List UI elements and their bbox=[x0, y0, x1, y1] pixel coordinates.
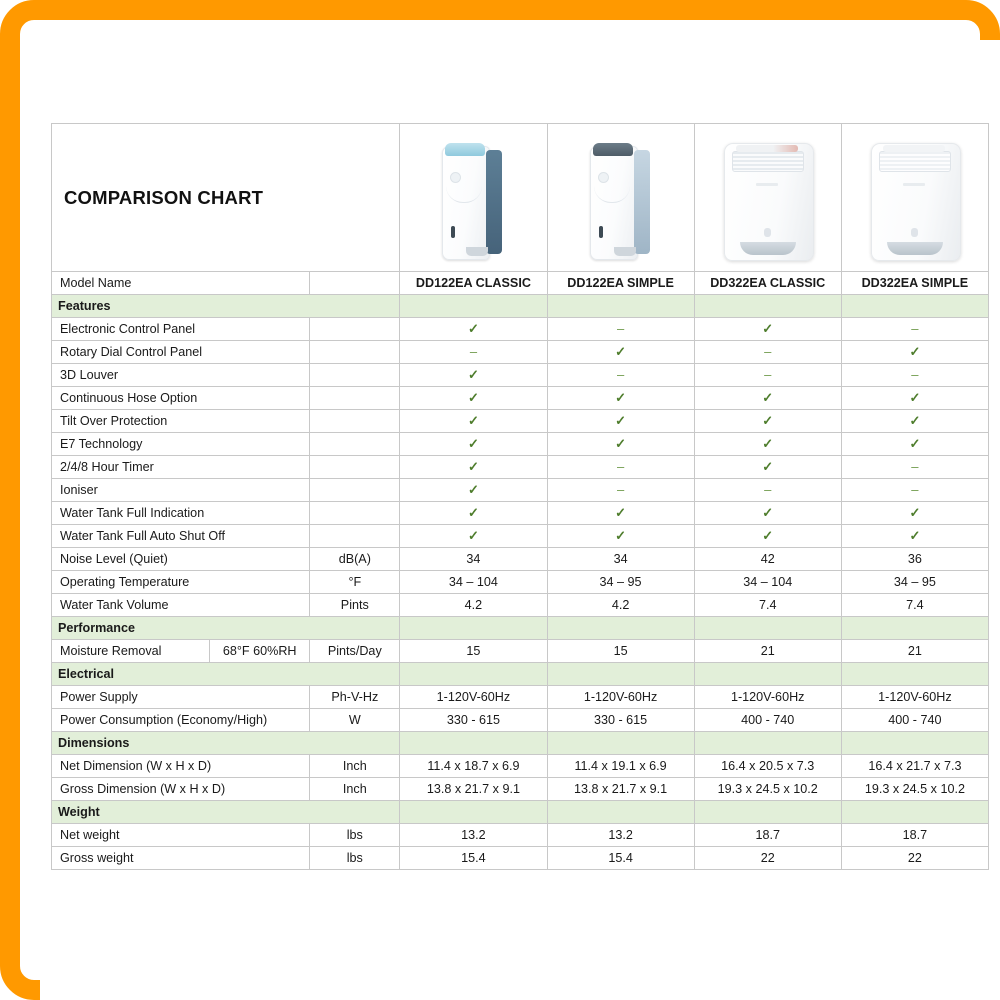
row-value-3: 400 - 740 bbox=[841, 709, 988, 732]
device-part-grille bbox=[732, 151, 804, 172]
row-unit bbox=[310, 364, 400, 387]
check-icon: ✓ bbox=[909, 528, 921, 543]
row-label: Power Supply bbox=[52, 686, 310, 709]
row-value-0 bbox=[400, 410, 547, 433]
section-title: Weight bbox=[52, 801, 400, 824]
check-icon: ✓ bbox=[467, 436, 479, 451]
section-band-filler bbox=[400, 801, 547, 824]
row-value-3: 16.4 x 21.7 x 7.3 bbox=[841, 755, 988, 778]
check-icon: ✓ bbox=[762, 528, 774, 543]
table-row bbox=[52, 502, 989, 525]
row-value-2 bbox=[694, 364, 841, 387]
page-canvas bbox=[40, 40, 1000, 1000]
device-part-side bbox=[634, 150, 650, 254]
row-label: Water Tank Full Auto Shut Off bbox=[52, 525, 310, 548]
dash-icon: – bbox=[911, 367, 919, 382]
row-label: Gross Dimension (W x H x D) bbox=[52, 778, 310, 801]
chart-header-row bbox=[52, 124, 989, 272]
dash-icon: – bbox=[616, 459, 625, 474]
device-part-side bbox=[486, 150, 502, 254]
device-part-dial bbox=[450, 172, 461, 183]
section-header-row bbox=[52, 801, 989, 824]
row-value-2 bbox=[694, 410, 841, 433]
model-name-value-2: DD322EA CLASSIC bbox=[694, 272, 841, 295]
check-icon: ✓ bbox=[467, 367, 479, 382]
row-sub-condition: 68°F 60%RH bbox=[210, 640, 310, 663]
row-value-0 bbox=[400, 479, 547, 502]
section-band-filler bbox=[841, 295, 988, 318]
dash-icon: – bbox=[764, 344, 772, 359]
row-label: Net weight bbox=[52, 824, 310, 847]
row-label: Noise Level (Quiet) bbox=[52, 548, 310, 571]
row-value-3 bbox=[841, 525, 988, 548]
table-row bbox=[52, 778, 989, 801]
section-header-row bbox=[52, 617, 989, 640]
dash-icon: – bbox=[764, 482, 772, 497]
dash-icon: – bbox=[469, 344, 478, 359]
row-value-0: 15.4 bbox=[400, 847, 547, 870]
check-icon: ✓ bbox=[762, 390, 774, 405]
row-value-3: 34 – 95 bbox=[841, 571, 988, 594]
row-label: Electronic Control Panel bbox=[52, 318, 310, 341]
row-value-0: 15 bbox=[400, 640, 547, 663]
dash-icon: – bbox=[616, 482, 625, 497]
section-band-filler bbox=[694, 663, 841, 686]
table-row bbox=[52, 709, 989, 732]
row-value-1: 4.2 bbox=[547, 594, 694, 617]
table-row bbox=[52, 755, 989, 778]
row-value-1: 13.8 x 21.7 x 9.1 bbox=[547, 778, 694, 801]
row-value-1: 11.4 x 19.1 x 6.9 bbox=[547, 755, 694, 778]
device-part-body bbox=[590, 146, 638, 260]
section-band-filler bbox=[547, 801, 694, 824]
section-header-row bbox=[52, 732, 989, 755]
row-unit bbox=[310, 433, 400, 456]
table-row bbox=[52, 318, 989, 341]
device-part-tray bbox=[740, 242, 796, 255]
section-title: Electrical bbox=[52, 663, 400, 686]
row-unit bbox=[310, 318, 400, 341]
table-row bbox=[52, 571, 989, 594]
table-row bbox=[52, 525, 989, 548]
model-name-label: Model Name bbox=[52, 272, 310, 295]
model-name-value-0: DD122EA CLASSIC bbox=[400, 272, 547, 295]
row-value-0 bbox=[400, 364, 547, 387]
table-row bbox=[52, 640, 989, 663]
check-icon: ✓ bbox=[909, 390, 921, 405]
section-band-filler bbox=[841, 663, 988, 686]
check-icon: ✓ bbox=[467, 505, 479, 520]
row-value-1: 1-120V-60Hz bbox=[547, 686, 694, 709]
model-name-value-1: DD122EA SIMPLE bbox=[547, 272, 694, 295]
check-icon: ✓ bbox=[615, 390, 627, 405]
row-value-3: 21 bbox=[841, 640, 988, 663]
check-icon: ✓ bbox=[467, 413, 479, 428]
section-band-filler bbox=[694, 617, 841, 640]
dash-icon: – bbox=[616, 367, 625, 382]
section-header-row bbox=[52, 295, 989, 318]
table-row bbox=[52, 341, 989, 364]
dash-icon: – bbox=[616, 321, 625, 336]
product-photo-box-a bbox=[716, 135, 820, 261]
section-title: Performance bbox=[52, 617, 400, 640]
check-icon: ✓ bbox=[762, 459, 774, 474]
row-value-0: 4.2 bbox=[400, 594, 547, 617]
row-value-2 bbox=[694, 456, 841, 479]
dash-icon: – bbox=[911, 459, 919, 474]
table-row bbox=[52, 433, 989, 456]
row-value-1 bbox=[547, 387, 694, 410]
device-part-tray bbox=[887, 242, 943, 255]
device-part-grille bbox=[879, 151, 951, 172]
row-value-0 bbox=[400, 387, 547, 410]
chart-title-cell bbox=[52, 124, 400, 272]
row-value-3 bbox=[841, 456, 988, 479]
row-value-1 bbox=[547, 525, 694, 548]
row-value-3 bbox=[841, 387, 988, 410]
row-value-1: 34 – 95 bbox=[547, 571, 694, 594]
product-photo-slim-b bbox=[584, 136, 658, 260]
row-value-0 bbox=[400, 525, 547, 548]
row-value-3: 22 bbox=[841, 847, 988, 870]
table-row bbox=[52, 364, 989, 387]
row-label: Tilt Over Protection bbox=[52, 410, 310, 433]
row-value-1: 34 bbox=[547, 548, 694, 571]
model-name-value-3: DD322EA SIMPLE bbox=[841, 272, 988, 295]
row-value-1 bbox=[547, 433, 694, 456]
device-part-vent bbox=[451, 226, 455, 238]
table-row bbox=[52, 594, 989, 617]
row-value-1: 15 bbox=[547, 640, 694, 663]
row-label: Ioniser bbox=[52, 479, 310, 502]
row-unit: Ph-V-Hz bbox=[310, 686, 400, 709]
row-label: Net Dimension (W x H x D) bbox=[52, 755, 310, 778]
row-value-0 bbox=[400, 318, 547, 341]
dash-icon: – bbox=[764, 367, 772, 382]
photo-wrap bbox=[548, 124, 694, 271]
row-value-2: 34 – 104 bbox=[694, 571, 841, 594]
check-icon: ✓ bbox=[467, 482, 479, 497]
row-unit: Inch bbox=[310, 755, 400, 778]
row-label: 3D Louver bbox=[52, 364, 310, 387]
device-part-top bbox=[445, 143, 485, 156]
check-icon: ✓ bbox=[615, 505, 627, 520]
row-label: Water Tank Volume bbox=[52, 594, 310, 617]
check-icon: ✓ bbox=[909, 436, 921, 451]
section-band-filler bbox=[400, 295, 547, 318]
photo-wrap bbox=[842, 124, 988, 271]
page-title: COMPARISON CHART bbox=[64, 186, 264, 208]
row-value-0 bbox=[400, 433, 547, 456]
check-icon: ✓ bbox=[615, 413, 627, 428]
row-value-1 bbox=[547, 364, 694, 387]
row-value-1: 330 - 615 bbox=[547, 709, 694, 732]
check-icon: ✓ bbox=[909, 413, 921, 428]
row-value-2: 21 bbox=[694, 640, 841, 663]
row-value-0: 34 bbox=[400, 548, 547, 571]
section-band-filler bbox=[694, 801, 841, 824]
check-icon: ✓ bbox=[762, 436, 774, 451]
product-photo-box-b bbox=[863, 135, 967, 261]
row-value-2 bbox=[694, 433, 841, 456]
row-value-3 bbox=[841, 502, 988, 525]
row-value-2: 42 bbox=[694, 548, 841, 571]
check-icon: ✓ bbox=[467, 459, 479, 474]
row-value-2 bbox=[694, 502, 841, 525]
row-value-1 bbox=[547, 479, 694, 502]
dash-icon: – bbox=[911, 482, 919, 497]
row-value-1 bbox=[547, 502, 694, 525]
section-title: Features bbox=[52, 295, 400, 318]
table-row bbox=[52, 686, 989, 709]
row-unit: lbs bbox=[310, 824, 400, 847]
row-value-0: 13.8 x 21.7 x 9.1 bbox=[400, 778, 547, 801]
row-unit: Pints bbox=[310, 594, 400, 617]
row-value-3 bbox=[841, 318, 988, 341]
device-part-top bbox=[593, 143, 633, 156]
row-unit: lbs bbox=[310, 847, 400, 870]
photo-wrap bbox=[400, 124, 546, 271]
row-value-1 bbox=[547, 341, 694, 364]
section-band-filler bbox=[400, 617, 547, 640]
row-value-0: 34 – 104 bbox=[400, 571, 547, 594]
table-row bbox=[52, 479, 989, 502]
row-label: Gross weight bbox=[52, 847, 310, 870]
check-icon: ✓ bbox=[615, 528, 627, 543]
row-value-2: 22 bbox=[694, 847, 841, 870]
row-unit bbox=[310, 410, 400, 433]
row-value-0: 1-120V-60Hz bbox=[400, 686, 547, 709]
row-value-0 bbox=[400, 341, 547, 364]
row-value-1: 13.2 bbox=[547, 824, 694, 847]
check-icon: ✓ bbox=[909, 344, 921, 359]
check-icon: ✓ bbox=[467, 390, 479, 405]
row-value-2 bbox=[694, 525, 841, 548]
section-header-row bbox=[52, 663, 989, 686]
table-row bbox=[52, 548, 989, 571]
device-part-foot bbox=[466, 247, 488, 256]
table-row bbox=[52, 824, 989, 847]
product-photo-cell-2 bbox=[694, 124, 841, 272]
row-unit bbox=[310, 502, 400, 525]
comparison-chart-table bbox=[51, 123, 989, 870]
device-part-foot bbox=[614, 247, 636, 256]
check-icon: ✓ bbox=[909, 505, 921, 520]
row-value-3: 18.7 bbox=[841, 824, 988, 847]
check-icon: ✓ bbox=[467, 321, 479, 336]
row-label: Water Tank Full Indication bbox=[52, 502, 310, 525]
row-value-2 bbox=[694, 318, 841, 341]
check-icon: ✓ bbox=[615, 344, 627, 359]
row-value-2: 400 - 740 bbox=[694, 709, 841, 732]
product-photo-slim-a bbox=[436, 136, 510, 260]
row-label: Moisture Removal bbox=[52, 640, 210, 663]
check-icon: ✓ bbox=[762, 505, 774, 520]
row-value-0: 330 - 615 bbox=[400, 709, 547, 732]
row-value-3 bbox=[841, 341, 988, 364]
section-band-filler bbox=[841, 617, 988, 640]
device-part-body bbox=[442, 146, 490, 260]
device-part-brand bbox=[903, 183, 925, 186]
row-value-2: 18.7 bbox=[694, 824, 841, 847]
section-title: Dimensions bbox=[52, 732, 400, 755]
row-unit: Inch bbox=[310, 778, 400, 801]
section-band-filler bbox=[547, 295, 694, 318]
product-photo-cell-0 bbox=[400, 124, 547, 272]
row-value-3 bbox=[841, 433, 988, 456]
row-unit: Pints/Day bbox=[310, 640, 400, 663]
device-part-dial bbox=[598, 172, 609, 183]
section-band-filler bbox=[400, 663, 547, 686]
row-value-0: 11.4 x 18.7 x 6.9 bbox=[400, 755, 547, 778]
photo-wrap bbox=[695, 124, 841, 271]
row-value-3: 1-120V-60Hz bbox=[841, 686, 988, 709]
row-label: 2/4/8 Hour Timer bbox=[52, 456, 310, 479]
row-value-1 bbox=[547, 456, 694, 479]
row-label: Rotary Dial Control Panel bbox=[52, 341, 310, 364]
device-part-knob bbox=[911, 228, 918, 237]
row-value-2: 7.4 bbox=[694, 594, 841, 617]
row-unit bbox=[310, 525, 400, 548]
device-part-brand bbox=[756, 183, 778, 186]
dash-icon: – bbox=[911, 321, 919, 336]
model-name-row bbox=[52, 272, 989, 295]
row-value-1 bbox=[547, 410, 694, 433]
row-value-3: 7.4 bbox=[841, 594, 988, 617]
table-row bbox=[52, 847, 989, 870]
row-value-3 bbox=[841, 479, 988, 502]
section-band-filler bbox=[400, 732, 547, 755]
row-value-1 bbox=[547, 318, 694, 341]
row-label: Operating Temperature bbox=[52, 571, 310, 594]
row-unit bbox=[310, 479, 400, 502]
device-part-panel bbox=[736, 145, 798, 152]
row-value-0 bbox=[400, 456, 547, 479]
check-icon: ✓ bbox=[762, 413, 774, 428]
table-row bbox=[52, 456, 989, 479]
product-photo-cell-3 bbox=[841, 124, 988, 272]
device-part-vent bbox=[599, 226, 603, 238]
section-band-filler bbox=[841, 732, 988, 755]
row-value-1: 15.4 bbox=[547, 847, 694, 870]
row-value-3 bbox=[841, 364, 988, 387]
row-value-2: 19.3 x 24.5 x 10.2 bbox=[694, 778, 841, 801]
check-icon: ✓ bbox=[467, 528, 479, 543]
table-row bbox=[52, 387, 989, 410]
row-unit bbox=[310, 456, 400, 479]
check-icon: ✓ bbox=[762, 321, 774, 336]
row-value-0 bbox=[400, 502, 547, 525]
device-part-knob bbox=[764, 228, 771, 237]
row-value-3 bbox=[841, 410, 988, 433]
row-unit: dB(A) bbox=[310, 548, 400, 571]
row-label: Power Consumption (Economy/High) bbox=[52, 709, 310, 732]
section-band-filler bbox=[547, 663, 694, 686]
row-value-0: 13.2 bbox=[400, 824, 547, 847]
table-row bbox=[52, 410, 989, 433]
row-value-3: 19.3 x 24.5 x 10.2 bbox=[841, 778, 988, 801]
device-part-panel bbox=[883, 145, 945, 152]
row-unit: °F bbox=[310, 571, 400, 594]
section-band-filler bbox=[547, 617, 694, 640]
model-name-unit bbox=[310, 272, 400, 295]
row-value-2: 1-120V-60Hz bbox=[694, 686, 841, 709]
check-icon: ✓ bbox=[615, 436, 627, 451]
product-photo-cell-1 bbox=[547, 124, 694, 272]
section-band-filler bbox=[694, 732, 841, 755]
row-unit bbox=[310, 387, 400, 410]
section-band-filler bbox=[547, 732, 694, 755]
row-unit: W bbox=[310, 709, 400, 732]
row-value-2: 16.4 x 20.5 x 7.3 bbox=[694, 755, 841, 778]
row-label: Continuous Hose Option bbox=[52, 387, 310, 410]
row-value-2 bbox=[694, 479, 841, 502]
section-band-filler bbox=[694, 295, 841, 318]
row-value-2 bbox=[694, 341, 841, 364]
section-band-filler bbox=[841, 801, 988, 824]
row-label: E7 Technology bbox=[52, 433, 310, 456]
row-unit bbox=[310, 341, 400, 364]
row-value-2 bbox=[694, 387, 841, 410]
row-value-3: 36 bbox=[841, 548, 988, 571]
